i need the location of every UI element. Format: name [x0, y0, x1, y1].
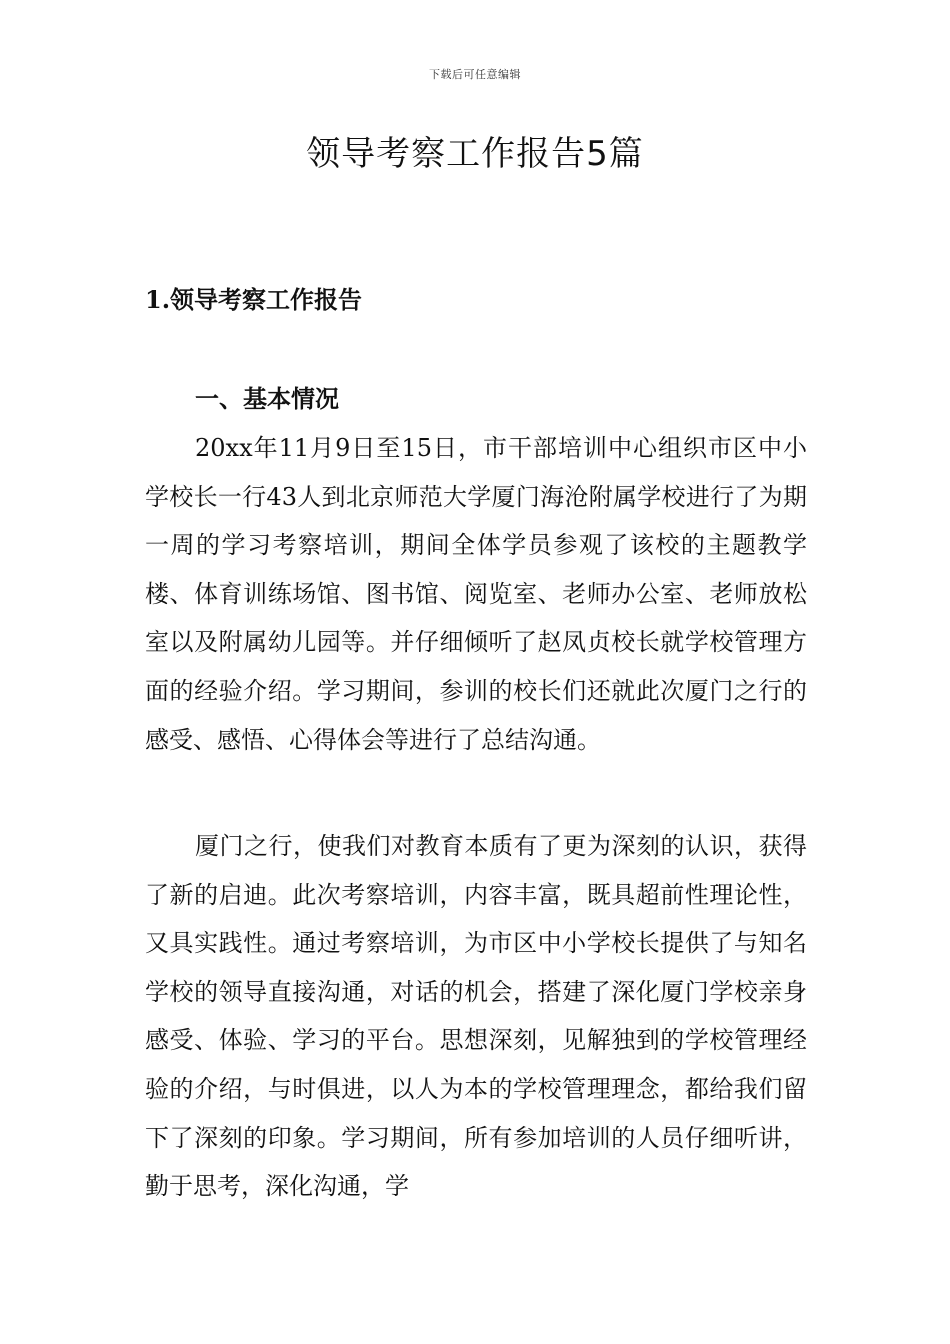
sub-heading-basic-situation: 一、基本情况: [195, 384, 339, 413]
body-paragraph-2: 厦门之行，使我们对教育本质有了更为深刻的认识，获得了新的启迪。此次考察培训，内容丰富，既具超前性理论性，又具实践性。通过考察培训，为市区中小学校长提供了与知名学校的领导直接沟通，对话的机会，搭建了深化厦门学校亲身感受、体验、学习的平台。思想深刻，见解独到的学校管理经验的介绍，与时俱进，以人为本的学校管理理念，都给我们留下了深刻的印象。学习期间，所有参加培训的人员仔细听讲，勤于思考，深化沟通，学: [145, 832, 807, 1201]
document-title: 领导考察工作报告5篇: [306, 134, 644, 174]
page-header-note: 下载后可任意编辑: [429, 68, 521, 81]
section-heading: 1.领导考察工作报告: [145, 285, 363, 314]
body-paragraph-1: 20xx年11月9日至15日，市干部培训中心组织市区中小学校长一行43人到北京师范大学厦门海沧附属学校进行了为期一周的学习考察培训，期间全体学员参观了该校的主题教学楼、体育训练场馆、图书馆、阅览室、老师办公室、老师放松室以及附属幼儿园等。并仔细倾听了赵凤贞校长就学校管理方面的经验介绍。学习期间，参训的校长们还就此次厦门之行的感受、感悟、心得体会等进行了总结沟通。: [145, 434, 807, 754]
